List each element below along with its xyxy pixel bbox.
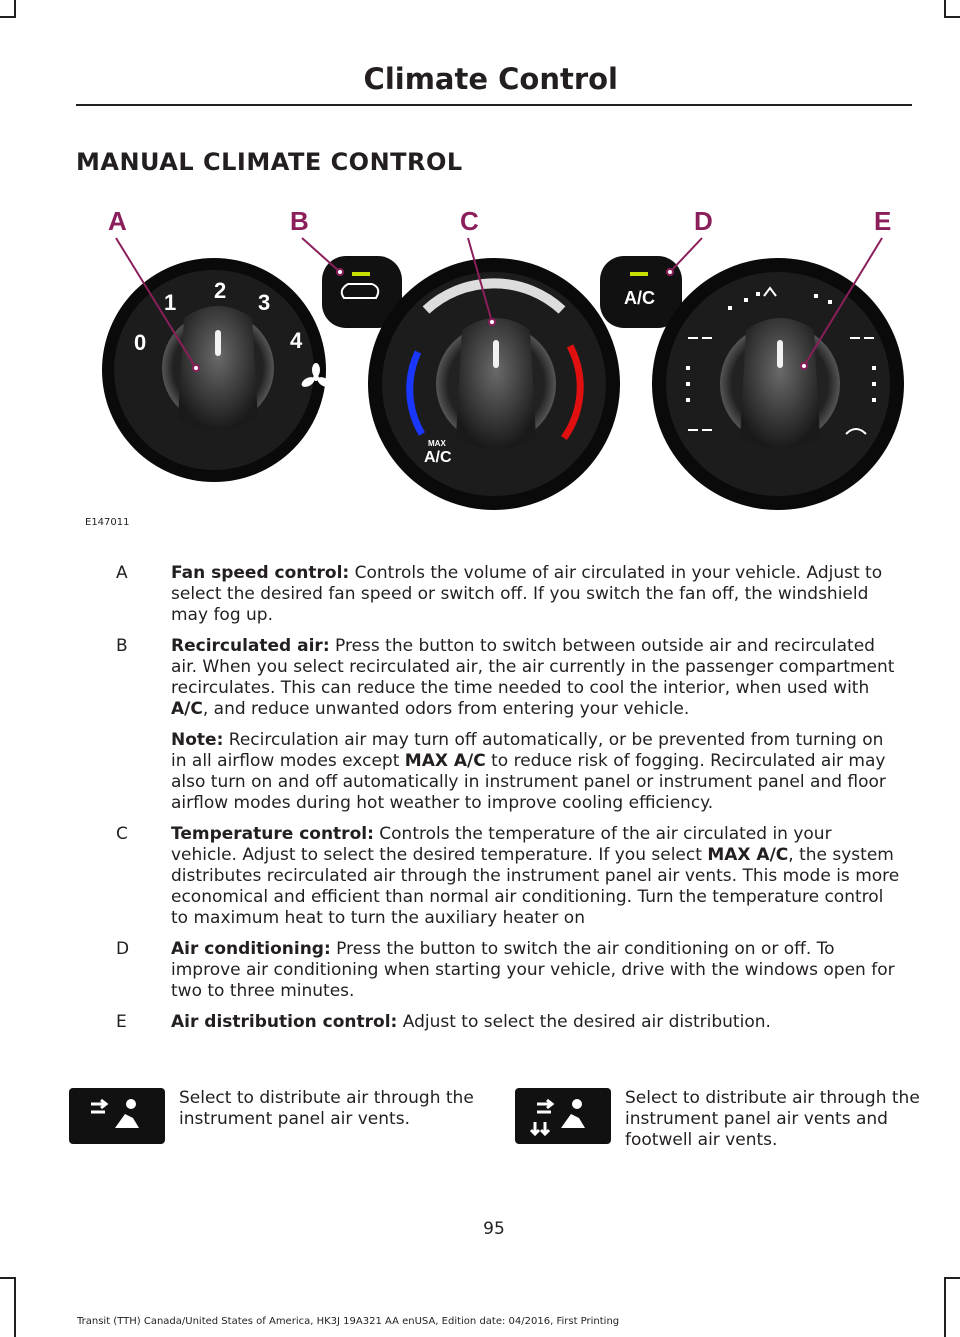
- svg-text:4: 4: [290, 328, 303, 353]
- legend-title: Fan speed control:: [171, 563, 350, 583]
- panel-floor-vent-icon: [515, 1088, 611, 1144]
- mode-description: Select to distribute air through the instrument panel air vents and footwell air vents.: [625, 1088, 920, 1150]
- callout-b: B: [290, 206, 309, 236]
- legend-text: Controls the volume of air circulated in your vehicle. Adjust to select the desired fan speed or switch off. If you switch the fan off, the windshield may fog up.: [171, 563, 883, 625]
- air-conditioning-button: [600, 256, 682, 328]
- svg-text:MAX: MAX: [428, 439, 446, 448]
- legend-title: Air conditioning:: [171, 939, 331, 959]
- crop-mark: [944, 1277, 960, 1279]
- legend-letter: B: [116, 636, 128, 656]
- fan-speed-dial: [102, 258, 332, 482]
- note: Note: Recirculation air may turn off automatically, or be prevented from turning on in all airflow modes except MAX A/C to reduce risk of fogging. Recirculated air may also turn on and off automatically in instrument panel or instrument panel and floor airflow modes during hot weather to improve cooling efficiency.: [171, 730, 886, 813]
- svg-text:2: 2: [214, 278, 227, 303]
- legend-item-b: B Recirculated air: Press the button to switch between outside air and recirculated air. When you select recirculated air, the air currently in the passenger compartment recirculates. This can reduce the time needed to cool the interior, when used with A/C, and reduce unwanted odors from entering your vehicle.: [76, 636, 912, 720]
- callout-d: D: [694, 206, 713, 236]
- legend-item-a: [76, 563, 912, 626]
- climate-control-illustration: [76, 198, 912, 516]
- svg-text:3: 3: [258, 290, 271, 315]
- temperature-dial: [368, 258, 620, 510]
- legend-title: Recirculated air:: [171, 636, 330, 656]
- legend-item-c: C Temperature control: Controls the temperature of the air circulated in your vehicle. Adjust to select the desired temperature. If you select MAX A/C, the system distributes recirculated air through the instrument panel air vents. This mode is more economical and efficient than normal air conditioning. Turn the temperature control to maximum heat to turn the auxiliary heater on: [76, 824, 912, 929]
- svg-text:A/C: A/C: [424, 449, 452, 466]
- legend-item-d: D Air conditioning: Press the button to switch the air conditioning on or off. To improve air conditioning when starting your vehicle, drive with the windows open for two to three minutes.: [76, 939, 912, 1002]
- footer-text: Transit (TTH) Canada/United States of America, HK3J 19A321 AA enUSA, Edition date: 04/2016, First Printing: [77, 1316, 620, 1327]
- svg-text:A/C: A/C: [624, 288, 655, 308]
- legend-letter: D: [116, 939, 130, 959]
- legend-letter: A: [116, 563, 128, 583]
- mode-panel-floor-vents: [515, 1088, 925, 1151]
- crop-mark: [0, 1277, 16, 1279]
- legend-list: [76, 563, 912, 1043]
- callout-a: A: [108, 206, 127, 236]
- legend-title: Air distribution control:: [171, 1012, 398, 1032]
- mode-description: Select to distribute air through the instrument panel air vents.: [179, 1088, 474, 1129]
- callout-e: E: [874, 206, 892, 236]
- legend-title: Temperature control:: [171, 824, 374, 844]
- header-divider: [76, 104, 912, 106]
- legend-letter: C: [116, 824, 128, 844]
- callout-c: C: [460, 206, 479, 236]
- figure-id: E147011: [85, 517, 130, 528]
- section-title: MANUAL CLIMATE CONTROL: [76, 148, 463, 176]
- crop-mark: [0, 16, 16, 18]
- svg-text:0: 0: [134, 330, 147, 355]
- page-number: 95: [483, 1219, 505, 1239]
- legend-letter: E: [116, 1012, 127, 1032]
- mode-panel-vents: [69, 1088, 479, 1144]
- crop-mark: [944, 1277, 946, 1337]
- crop-mark: [944, 16, 960, 18]
- panel-vent-icon: [69, 1088, 165, 1144]
- air-distribution-dial: [652, 258, 904, 510]
- note-label: Note:: [171, 730, 224, 750]
- svg-text:1: 1: [164, 290, 177, 315]
- legend-item-e: E Air distribution control: Adjust to select the desired air distribution.: [76, 1012, 912, 1033]
- page-header-title: Climate Control: [363, 62, 618, 96]
- crop-mark: [14, 1277, 16, 1337]
